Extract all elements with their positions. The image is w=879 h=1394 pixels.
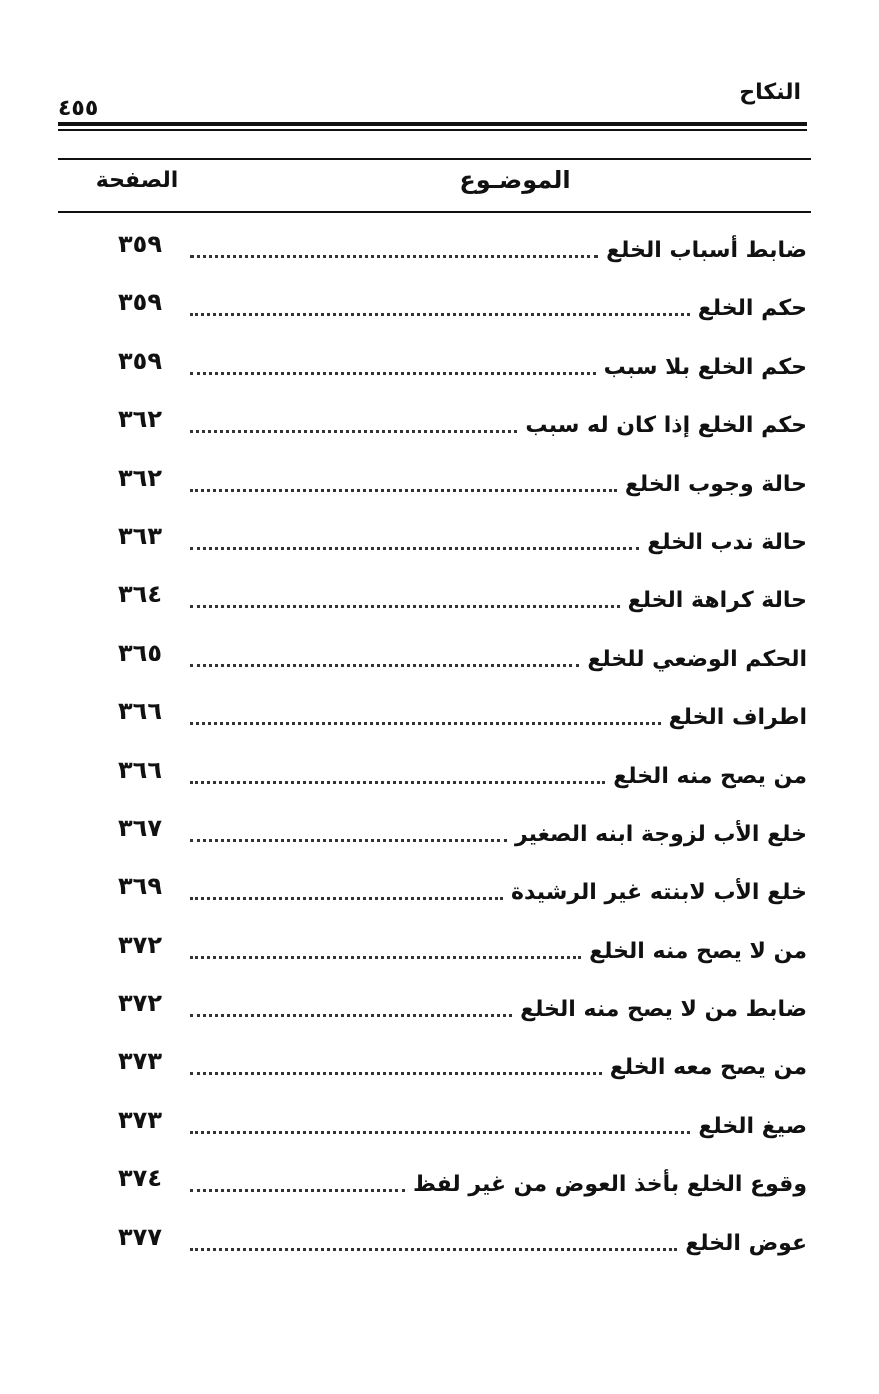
- toc-entry-topic-area: [190, 689, 807, 729]
- dot-leader: [190, 1131, 690, 1134]
- toc-entry: [0, 448, 879, 506]
- toc-entry-title: وقوع الخلع بأخذ العوض من غير لفظ: [413, 1172, 807, 1198]
- toc-entry-page-number: ٣٧٧: [118, 1222, 162, 1251]
- toc-entry-topic-area: [190, 923, 807, 963]
- dot-leader: [190, 1014, 512, 1017]
- dot-leader: [190, 1072, 602, 1075]
- toc-entry-title: من يصح معه الخلع: [609, 1055, 807, 1081]
- toc-entry-topic-area: [190, 864, 807, 904]
- toc-entry-title: حالة كراهة الخلع: [627, 588, 807, 614]
- toc-entry: [0, 915, 879, 973]
- toc-entry-title: صيغ الخلع: [698, 1113, 807, 1139]
- toc-entry: [0, 973, 879, 1031]
- toc-entry-title: حكم الخلع إذا كان له سبب: [525, 413, 807, 439]
- toc-entry-page-number: ٣٥٩: [118, 346, 162, 375]
- toc-entry-title: الحكم الوضعي للخلع: [587, 646, 807, 672]
- dot-leader: [190, 664, 579, 667]
- dot-leader: [190, 1248, 677, 1251]
- toc-entry: [0, 214, 879, 272]
- toc-entry-topic-area: [190, 397, 807, 437]
- column-header-rule-top: [58, 158, 811, 160]
- toc-entry-topic-area: [190, 1156, 807, 1196]
- dot-leader: [190, 839, 507, 842]
- toc-entry-topic-area: [190, 1098, 807, 1138]
- toc-entry-title: ضابط من لا يصح منه الخلع: [520, 997, 807, 1023]
- toc-entry-title: اطراف الخلع: [668, 705, 807, 731]
- dot-leader: [190, 897, 503, 900]
- toc-entry: [0, 506, 879, 564]
- toc-entry-title: حالة وجوب الخلع: [624, 471, 807, 497]
- toc-entry-topic-area: [190, 806, 807, 846]
- toc-entry-topic-area: [190, 1215, 807, 1255]
- dot-leader: [190, 372, 596, 375]
- table-of-contents: [0, 214, 879, 1265]
- toc-entry-page-number: ٣٧٤: [118, 1164, 162, 1193]
- toc-entry-topic-area: [190, 1039, 807, 1079]
- toc-entry: [0, 740, 879, 798]
- toc-entry-title: خلع الأب لزوجة ابنه الصغير: [514, 821, 807, 847]
- dot-leader: [190, 722, 661, 725]
- dot-leader: [190, 430, 517, 433]
- toc-entry: [0, 1207, 879, 1265]
- toc-entry-page-number: ٣٥٩: [118, 288, 162, 317]
- dot-leader: [190, 781, 605, 784]
- toc-entry-topic-area: [190, 514, 807, 554]
- running-title: النكاح: [739, 80, 801, 105]
- dot-leader: [190, 489, 617, 492]
- dot-leader: [190, 547, 639, 550]
- header-rule-thick: [58, 122, 807, 126]
- toc-entry-topic-area: [190, 222, 807, 262]
- toc-entry: [0, 331, 879, 389]
- toc-entry-page-number: ٣٦٢: [118, 405, 162, 434]
- toc-entry-page-number: ٣٦٢: [118, 463, 162, 492]
- dot-leader: [190, 956, 581, 959]
- toc-entry-title: خلع الأب لابنته غير الرشيدة: [511, 880, 807, 906]
- toc-entry: [0, 564, 879, 622]
- toc-entry-topic-area: [190, 631, 807, 671]
- toc-entry-topic-area: [190, 280, 807, 320]
- toc-entry-title: عوض الخلع: [685, 1230, 807, 1256]
- toc-entry: [0, 1090, 879, 1148]
- toc-entry: [0, 681, 879, 739]
- toc-entry-page-number: ٣٧٣: [118, 1105, 162, 1134]
- column-header-topic: الموضـوع: [459, 166, 571, 194]
- toc-entry-page-number: ٣٧٢: [118, 989, 162, 1018]
- toc-entry-page-number: ٣٥٩: [118, 230, 162, 258]
- toc-entry-title: حكم الخلع بلا سبب: [603, 354, 807, 380]
- toc-entry: [0, 798, 879, 856]
- dot-leader: [190, 1189, 405, 1192]
- dot-leader: [190, 313, 690, 316]
- toc-entry-page-number: ٣٦٧: [118, 813, 162, 842]
- toc-entry-page-number: ٣٦٣: [118, 521, 162, 550]
- toc-entry: [0, 389, 879, 447]
- toc-entry-page-number: ٣٦٦: [118, 697, 162, 726]
- toc-entry-title: من يصح منه الخلع: [613, 763, 807, 789]
- toc-entry-title: حكم الخلع: [697, 296, 807, 322]
- toc-entry-topic-area: [190, 339, 807, 379]
- toc-entry-page-number: ٣٦٤: [118, 580, 162, 609]
- toc-entry-page-number: ٣٦٩: [118, 872, 162, 901]
- dot-leader: [190, 605, 620, 608]
- toc-entry-page-number: ٣٦٥: [118, 638, 162, 667]
- toc-entry-page-number: ٣٧٣: [118, 1047, 162, 1076]
- toc-entry-title: من لا يصح منه الخلع: [589, 938, 807, 964]
- column-header-rule-bottom: [58, 211, 811, 213]
- toc-entry: [0, 856, 879, 914]
- toc-entry: [0, 272, 879, 330]
- toc-entry: [0, 1148, 879, 1206]
- page-number: ٤٥٥: [58, 96, 99, 121]
- toc-entry-page-number: ٣٦٦: [118, 755, 162, 784]
- toc-entry-title: ضابط أسباب الخلع: [606, 238, 807, 263]
- toc-entry-title: حالة ندب الخلع: [647, 529, 807, 555]
- toc-entry-topic-area: [190, 456, 807, 496]
- toc-entry-topic-area: [190, 981, 807, 1021]
- toc-entry: [0, 623, 879, 681]
- dot-leader: [190, 255, 598, 258]
- toc-entry-page-number: ٣٧٢: [118, 930, 162, 959]
- column-header-page: الصفحة: [95, 168, 179, 193]
- toc-entry-topic-area: [190, 572, 807, 612]
- toc-entry: [0, 1031, 879, 1089]
- toc-entry-topic-area: [190, 748, 807, 788]
- header-rule-thin: [58, 129, 807, 131]
